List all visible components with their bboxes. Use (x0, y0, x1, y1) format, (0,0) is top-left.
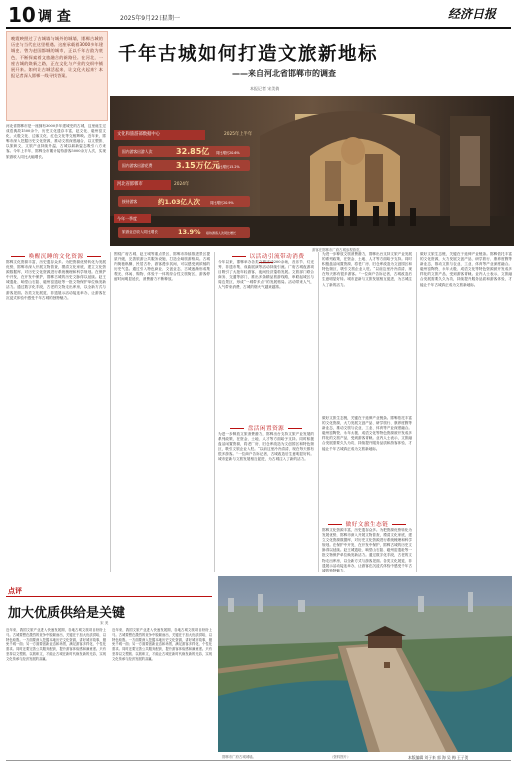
body-col-3b: 为进一步释放文旅消费潜力，邯郸出台支持文旅产业发展的系列政策，在资金、土地、人才等方面给予支持。同时积极盘活闲置资源，将老厂房、旧仓库改造为文创园区和特色街区，吸引文旅企业入驻。“以前这里冷冷清清，现在每天都有很多游客。”一位商户告诉记者，古城改造后生意明显好转。城市更新与文旅发展相互促进，为古城注入了新的活力。 (218, 432, 314, 462)
issue-date: 2025年9月22日 (120, 15, 165, 22)
info-row (118, 160, 250, 171)
info-row-extra: 同比增长20.9% (210, 200, 234, 205)
info-row-value: 3.15万亿元 (176, 161, 220, 170)
col-divider (110, 252, 111, 572)
info-row-label: 国内游客出游人次 (122, 149, 153, 154)
body-col-4b: 做好文旅生态链，关键在于延伸产业链条。邯郸依托丰富的文化资源，大力发展文创产品、研学旅行、康养度假等新业态，推动文旅与农业、工业、体育等产业深度融合。磁州窑陶瓷、永年太极、成语文化等特色资源被开发成多样化的文旅产品，受到游客青睐。业内人士表示，文旅融合发展需要久久为功，持续提升服务品质和游客体验，才能让千年古城真正成为文旅新地标。 (322, 416, 412, 451)
info-row-label: 旅游业总收入同比增长 (122, 230, 158, 234)
info-row-label: 国内游客出游花费 (122, 163, 153, 168)
page-number: 10 (8, 3, 36, 27)
body-col-4c: 邯郸文化资源丰富，历史遗存众多。为把资源优势转化为发展优势，邯郸市深入开展文物普查，摸清文化家底，建立文化资源数据库，对历史文化资源进行系统梳理和科学规划。在保护中开发，在开发中保护，邯郸古城的历史文脉得以延续。赵王城遗址、响堂山石窟、磁州窑遗址等一批文物保护单位焕发新活力。通过数字化手段，古老的文物走出库房，以全新方式与游客见面。各类文化展览、非遗展示活动接连举办，让游客在沉浸式体验中感受千年古城的独特魅力。 (322, 528, 412, 572)
citywall-aerial-image (218, 576, 512, 752)
info-heading-1-year: 2025年上半年 (224, 132, 253, 137)
citywall-photo (218, 576, 512, 752)
infographic (114, 130, 314, 242)
info-row (118, 146, 250, 157)
info-heading-3: 今年一季度 (114, 214, 151, 223)
info-row (118, 227, 250, 238)
photo2-credit: （资料图片） (330, 755, 351, 759)
body-col-5: 做好文旅生态链，关键在于延伸产业链条。邯郸依托丰富的文化资源，大力发展文创产品、研学旅行、康养度假等新业态，推动文旅与农业、工业、体育等产业深度融合。磁州窑陶瓷、永年太极、成语文化等特色资源被开发成多样化的文旅产品，受到游客青睐。业内人士表示，文旅融合发展需要久久为功，持续提升服务品质和游客体验，才能让千年古城真正成为文旅新地标。 (420, 252, 512, 287)
info-heading-2-label: 河北省邯郸市 (117, 182, 143, 187)
commentary-body-1: 近年来，我国文旅产业进入快速发展期，各地古城文旅项目纷纷上马。古城要想在激烈的竞争中脱颖而出，关键在于加大优质供给，以特色取胜。一方面要深入挖掘本地历史文化资源，讲好城市故事，避免千城一面；另一方面要创新业态和场景，满足游客多样化、个性化需求。同时还要完善公共服务配套，提升游客体验感和满意度。只有坚持以文塑旅、以旅彰文，才能让古城在新时代焕发新的光彩，实现文化传承与经济发展的双赢。 (6, 628, 106, 661)
byline: 本报记者 宋美倩 (250, 86, 280, 91)
issue-weekday: 星期一 (162, 15, 181, 22)
section-title: 盘活闲置资源 (218, 424, 314, 432)
masthead-logo: 经济日报 (448, 7, 497, 21)
info-row-value: 约1.03亿人次 (158, 198, 201, 206)
info-row (118, 196, 250, 207)
lead-text: 晚霞映照过了古城墙与城外的城墙，邯郸古城的历史与当代在这里相遇。这座承载着3000多年建城史、曾为赵国都城的城市，正以千年古韵为底色，不断探索着文旅融合的新路径。在河北，一座古城的焕新之路，正在文化与产业的交织中铺展开来。如何让古城活起来、让文化火起来？本报记者深入邯郸一线寻找答案。 (11, 36, 103, 79)
info-row-value: 32.85亿 (176, 147, 210, 156)
commentary-body-2: 近年来，我国文旅产业进入快速发展期，各地古城文旅项目纷纷上马。古城要想在激烈的竞争中脱颖而出，关键在于加大优质供给，以特色取胜。一方面要深入挖掘本地历史文化资源，讲好城市故事，避免千城一面；另一方面要创新业态和场景，满足游客多样化、个性化需求。同时还要完善公共服务配套，提升游客体验感和满意度。只有坚持以文塑旅、以旅彰文，才能让古城在新时代焕发新的光彩，实现文化传承与经济发展的双赢。 (112, 628, 212, 661)
info-row-extra: 同比增长15.2% (216, 164, 240, 169)
header-rule (6, 27, 511, 29)
body-col-3: 今年以来，邯郸举办各类文旅活动200余场，音乐节、灯光秀、非遗市集、戏曲展演等活动持续引流。广府古城夜游项目吸引了大批年轻游客，夜间经济蓬勃发展。文旅部门联合商务、交通等部门，推出多条精品旅游线路，串联起城区与周边景区，形成“一城带多点”的发展格局。活动带来人气，人气带来消费，古城的烟火气越来越浓。 (218, 260, 314, 290)
col-divider (416, 252, 417, 572)
photo-caption: 游客在邯郸市广府古城参观游览。 (312, 248, 363, 252)
photo2-caption: 邯郸市广府古城城墙。 (222, 755, 256, 759)
section-title: 以活动引流带动消费 (218, 252, 314, 266)
page-header (0, 0, 517, 30)
body-col-4: 为进一步释放文旅消费潜力，邯郸出台支持文旅产业发展的系列政策，在资金、土地、人才等方面给予支持。同时积极盘活闲置资源，将老厂房、旧仓库改造为文创园区和特色街区，吸引文旅企业入驻。“以前这里冷冷清清，现在每天都有很多游客。”一位商户告诉记者，古城改造后生意明显好转。城市更新与文旅发展相互促进，为古城注入了新的活力。 (322, 252, 412, 287)
info-row-extra: 同比增长20.6% (216, 150, 240, 155)
subheadline: ——来自河北省邯郸市的调查 (232, 69, 336, 78)
commentary-author: 宋 美 (100, 621, 109, 625)
section-title: 唤醒沉睡的文化资源 (6, 252, 106, 260)
section-name: 调 查 (38, 9, 71, 25)
info-heading-2 (114, 180, 171, 190)
info-row-extra: 接待游客人次同比增长 (206, 230, 237, 235)
commentary-rule (6, 596, 212, 597)
footer-editors: 本版编辑 刘子来 郭 海 吴 梅 王子贺 (408, 755, 469, 760)
headline: 千年古城如何打造文旅新地标 (118, 44, 379, 65)
info-row-value: 13.9% (178, 228, 201, 236)
commentary-title: 加大优质供给是关键 (8, 606, 126, 621)
info-row-label: 接待游客 (122, 199, 138, 204)
commentary-tag: 点评 (8, 587, 22, 595)
intro-text: 河北省邯郸市是一座拥有3000多年建城史的古城，这里诞生过成语典故1500余个，历史文化遗存丰富，赵文化、磁州窑文化、太极文化、边塞文化、红色文化等交相辉映。近年来，邯郸市深入挖掘历史文化资源，推动文旅深度融合，以文塑旅、以旅彰文，文旅产业持续升温，古城以崭新姿态吸引八方来客。今年上半年，邯郸全市累计接待游客5000余万人次，实现旅游收入同比大幅增长。 (6, 124, 106, 159)
col-divider (214, 252, 215, 572)
lead-box (6, 31, 108, 121)
info-heading-1 (114, 130, 205, 140)
info-heading-2-year: 2024年 (174, 182, 190, 187)
section-title: 做好文旅生态链 (322, 520, 412, 528)
body-col-2: 围绕广府古城、赵王城等重点景区，邯郸市持续推进景区提质升级，完善旅游公共服务设施，打造全域旅游格局。古城内街巷纵横、民居古朴，游客漫步其间，可以感受到浓郁的历史气息。通过引入特色商业、文创业态，古城逐渐形成集观光、休闲、购物、体验于一体的综合性文旅街区，游客停留时间明显延长，消费潜力不断释放。 (114, 252, 210, 282)
hero-panel (110, 96, 514, 246)
body-col-1: 邯郸文化资源丰富，历史遗存众多。为把资源优势转化为发展优势，邯郸市深入开展文物普查，摸清文化家底，建立文化资源数据库，对历史文化资源进行系统梳理和科学规划。在保护中开发，在开发中保护，邯郸古城的历史文脉得以延续。赵王城遗址、响堂山石窟、磁州窑遗址等一批文物保护单位焕发新活力。通过数字化手段，古老的文物走出库房，以全新方式与游客见面。各类文化展览、非遗展示活动接连举办，让游客在沉浸式体验中感受千年古城的独特魅力。 (6, 260, 106, 300)
col-divider (318, 252, 319, 572)
info-heading-1-label: 文化和旅游部数据中心 (117, 132, 160, 137)
